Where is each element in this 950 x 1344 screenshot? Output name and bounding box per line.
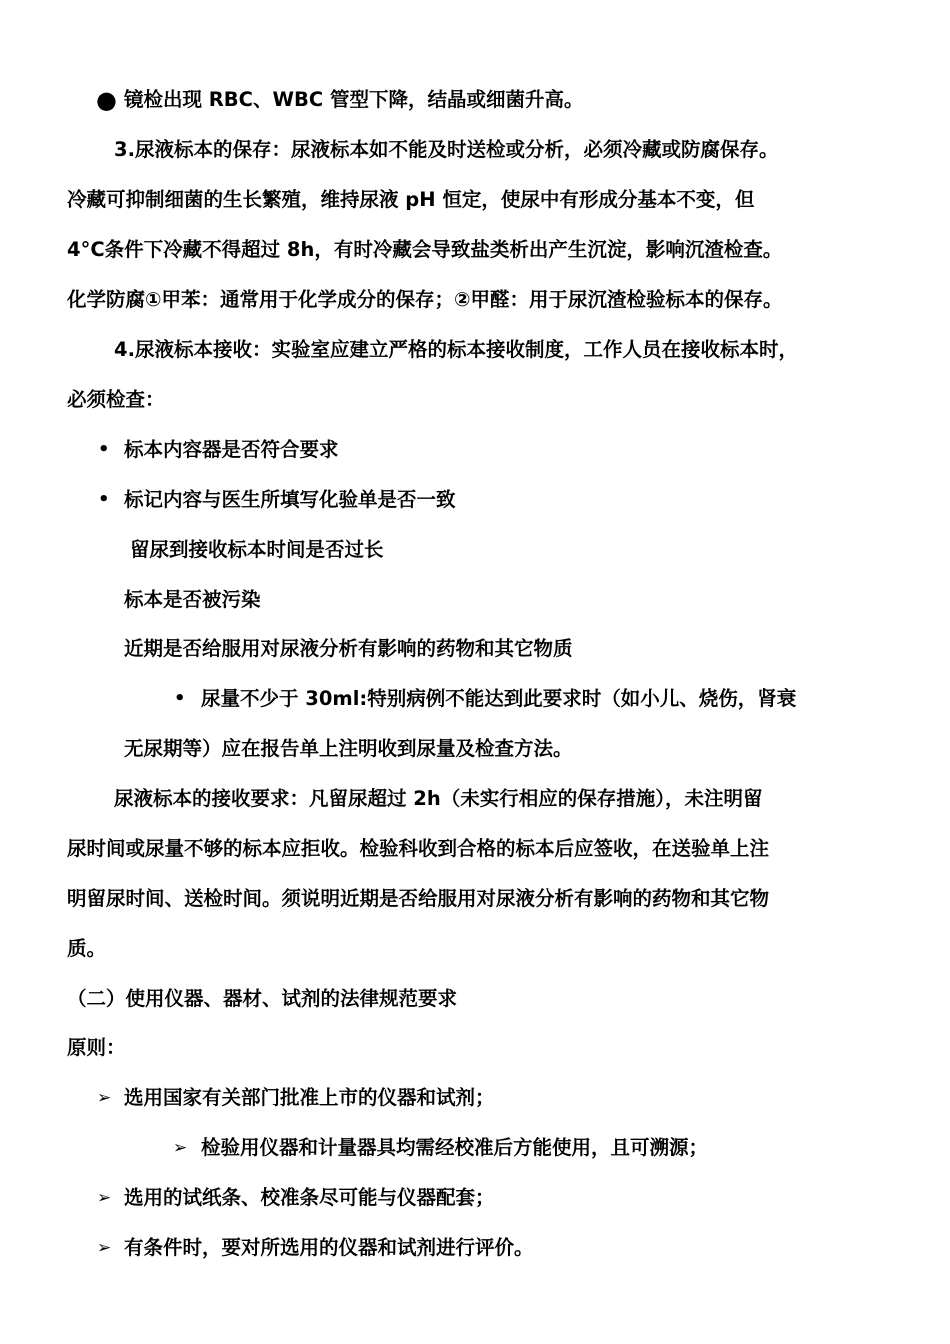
list-item: 标记内容与医生所填写化验单是否一致 — [124, 488, 456, 511]
arrow-bullet-icon: ➢ — [97, 1188, 112, 1208]
text-line: 无尿期等）应在报告单上注明收到尿量及检查方法。 — [124, 737, 573, 760]
list-item: 检验用仪器和计量器具均需经校准后方能使用，且可溯源； — [201, 1136, 709, 1159]
text-line: 镜检出现 RBC、WBC 管型下降，结晶或细菌升高。 — [124, 88, 584, 111]
bullet-icon: • — [98, 489, 110, 510]
arrow-bullet-icon: ➢ — [173, 1138, 188, 1158]
list-item: 标本内容器是否符合要求 — [124, 438, 339, 461]
section-heading-receipt: 4.尿液标本接收：实验室应建立严格的标本接收制度，工作人员在接收标本时， — [114, 338, 798, 361]
list-item: 有条件时，要对所选用的仪器和试剂进行评价。 — [124, 1236, 534, 1259]
list-item: 标本是否被污染 — [124, 588, 261, 611]
list-item: 近期是否给服用对尿液分析有影响的药物和其它物质 — [124, 637, 573, 660]
list-item: 选用国家有关部门批准上市的仪器和试剂； — [124, 1086, 495, 1109]
list-item: 选用的试纸条、校准条尽可能与仪器配套； — [124, 1186, 495, 1209]
list-item: 尿量不少于 30ml:特别病例不能达到此要求时（如小儿、烧伤，肾衰 — [201, 687, 797, 710]
text-line: 尿液标本的接收要求：凡留尿超过 2h（未实行相应的保存措施），未注明留 — [114, 787, 763, 810]
bullet-icon: ● — [96, 86, 117, 114]
arrow-bullet-icon: ➢ — [97, 1238, 112, 1258]
arrow-bullet-icon: ➢ — [97, 1088, 112, 1108]
text-line: 质。 — [67, 937, 107, 960]
text-line: 必须检查： — [67, 388, 165, 411]
bullet-icon: • — [174, 688, 186, 709]
text-line: 明留尿时间、送检时间。须说明近期是否给服用对尿液分析有影响的药物和其它物 — [67, 887, 770, 910]
text-line: 冷藏可抑制细菌的生长繁殖，维持尿液 pH 恒定，使尿中有形成分基本不变，但 — [67, 188, 755, 211]
list-item: 留尿到接收标本时间是否过长 — [130, 538, 384, 561]
bullet-icon: • — [98, 439, 110, 460]
text-line: 化学防腐①甲苯：通常用于化学成分的保存；②甲醛：用于尿沉渣检验标本的保存。 — [67, 288, 783, 311]
section-heading-instruments: （二）使用仪器、器材、试剂的法律规范要求 — [67, 987, 458, 1010]
text-line: 尿时间或尿量不够的标本应拒收。检验科收到合格的标本后应签收，在送验单上注 — [67, 837, 770, 860]
text-line: 原则： — [67, 1036, 126, 1059]
text-line: 4°C条件下冷藏不得超过 8h，有时冷藏会导致盐类析出产生沉淀，影响沉渣检查。 — [67, 238, 783, 261]
section-heading-storage: 3.尿液标本的保存：尿液标本如不能及时送检或分析，必须冷藏或防腐保存。 — [114, 138, 779, 161]
